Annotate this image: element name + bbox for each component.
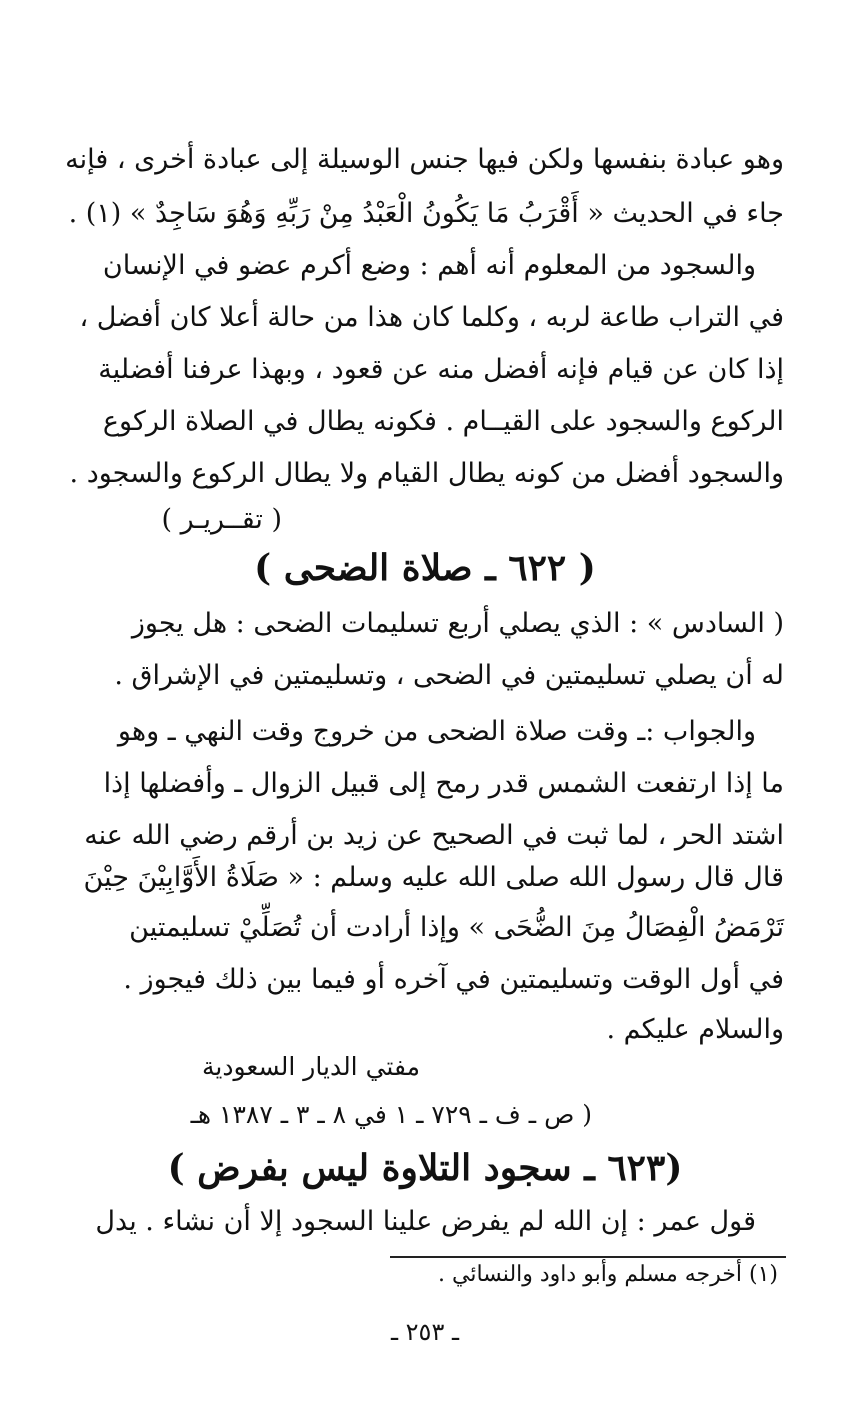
answer-line-6: في أول الوقت وتسليمتين في آخره أو فيما بين ذلك فيجوز . [123,964,784,995]
fatwa-reference: ( ص ـ ف ـ ٧٢٩ ـ ١ في ٨ ـ ٣ ـ ١٣٨٧ هـ [190,1100,592,1129]
body-line-5: إذا كان عن قيام فإنه أفضل منه عن قعود ، وبهذا عرفنا أفضلية [98,354,784,385]
signature: مفتي الديار السعودية [202,1052,420,1081]
answer-line-1: والجواب :ـ وقت صلاة الضحى من خروج وقت النهي ـ وهو [117,716,756,747]
footnote: (١) أخرجه مسلم وأبو داود والنسائي . [438,1262,778,1287]
source-note: ( تقــريـر ) [161,504,282,535]
body-line-3: والسجود من المعلوم أنه أهم : وضع أكرم عضو في الإنسان [102,250,756,281]
answer-line-2: ما إذا ارتفعت الشمس قدر رمح إلى قبيل الزوال ـ وأفضلها إذا [103,768,784,799]
question-line-2: له أن يصلي تسليمتين في الضحى ، وتسليمتين في الإشراق . [114,660,784,691]
answer-line-5: تَرْمَضُ الْفِصَالُ مِنَ الضُّحَى » وإذا أرادت أن تُصَلِّيْ تسليمتين [129,912,784,943]
body-line-7: والسجود أفضل من كونه يطال القيام ولا يطال الركوع والسجود . [69,458,784,489]
body-line-2: جاء في الحديث « أَقْرَبُ مَا يَكُونُ الْعَبْدُ مِنْ رَبِّهِ وَهُوَ سَاجِدٌ » (١) . [68,198,784,229]
footnote-divider [390,1256,786,1258]
answer-line-4: قال قال رسول الله صلى الله عليه وسلم : « صَلَاةُ الأَوَّابِيْنَ حِيْنَ [83,862,784,893]
body-line-6: الركوع والسجود على القيــام . فكونه يطال في الصلاة الركوع [102,406,784,437]
question-line-1: ( السادس » : الذي يصلي أربع تسليمات الضحى : هل يجوز [131,608,784,639]
closing-line: والسلام عليكم . [606,1014,784,1045]
body-line-1: وهو عبادة بنفسها ولكن فيها جنس الوسيلة إلى عبادة أخرى ، فإنه [65,144,784,175]
section-heading-622: ( ٦٢٢ ـ صلاة الضحى ) [254,547,596,589]
section-623-line-1: قول عمر : إن الله لم يفرض علينا السجود إلا أن نشاء . يدل [95,1206,756,1237]
page-number: ـ ٢٥٣ ـ [390,1318,459,1346]
section-heading-623: (٦٢٣ ـ سجود التلاوة ليس بفرض ) [167,1147,683,1189]
body-line-4: في التراب طاعة لربه ، وكلما كان هذا من حالة أعلا كان أفضل ، [79,302,784,333]
answer-line-3: اشتد الحر ، لما ثبت في الصحيح عن زيد بن أرقم رضي الله عنه [84,820,784,851]
